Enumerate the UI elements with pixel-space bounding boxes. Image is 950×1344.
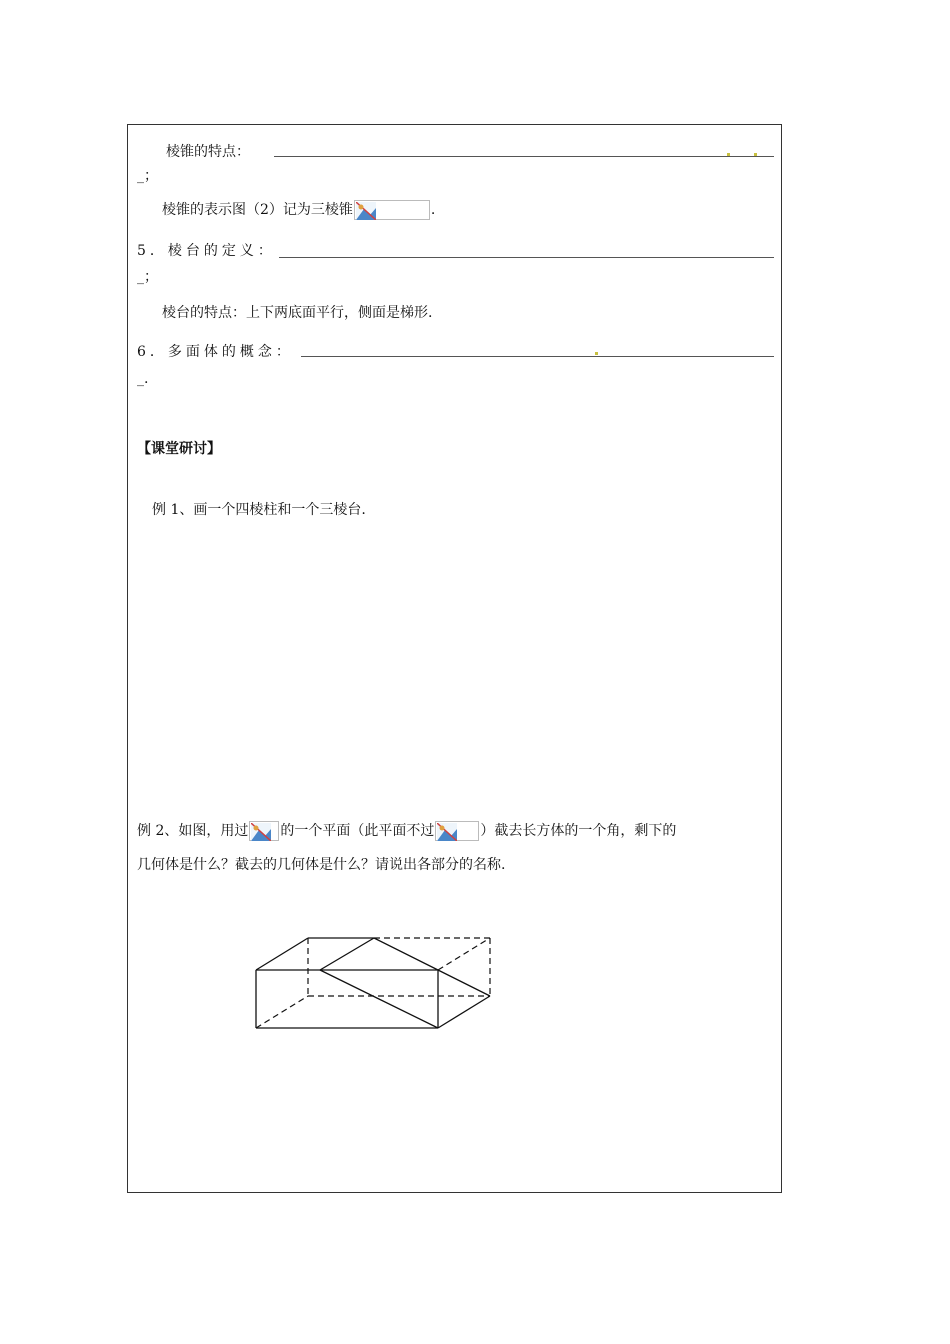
mark-dot	[727, 153, 730, 156]
mark-dot	[595, 352, 598, 355]
cut-line-top	[320, 938, 374, 970]
broken-image-icon	[435, 821, 479, 841]
mark-dot	[754, 153, 757, 156]
cut-line-bottom	[438, 996, 490, 1028]
frustum-definition-label: 5．棱台的定义：	[137, 243, 276, 259]
pyramid-features-end: _；	[137, 168, 158, 184]
frustum-definition-end: _；	[137, 269, 158, 285]
top-left-edge	[256, 938, 308, 970]
pyramid-representation	[162, 200, 435, 220]
cut-line-diagonal	[374, 938, 490, 996]
example-2-part-1: 例 2、如图，用过	[137, 823, 249, 839]
pyramid-repr-prefix: 棱锥的表示图（2）记为三棱锥	[162, 202, 353, 218]
polyhedron-concept-blank	[301, 356, 774, 357]
frustum-definition-blank	[279, 257, 774, 258]
example-2-part-3: ）截去长方体的一个角，剩下的	[480, 823, 677, 839]
pyramid-features-blank	[274, 156, 774, 157]
hidden-top-right-edge	[438, 938, 490, 970]
example-2-line-1	[137, 821, 676, 841]
cut-line-front	[320, 970, 438, 1028]
cuboid-figure	[240, 920, 510, 1040]
hidden-bottom-left-edge	[256, 996, 308, 1028]
frustum-features: 棱台的特点：上下两底面平行，侧面是梯形.	[162, 305, 433, 321]
broken-image-icon	[249, 821, 279, 841]
polyhedron-concept-end: _.	[137, 371, 149, 387]
polyhedron-concept-label: 6．多面体的概念：	[137, 344, 294, 360]
pyramid-repr-suffix: .	[430, 202, 436, 218]
example-1: 例 1、画一个四棱柱和一个三棱台.	[152, 502, 366, 518]
section-title: 【课堂研讨】	[137, 441, 221, 457]
example-2-line-2: 几何体是什么？截去的几何体是什么？请说出各部分的名称.	[137, 857, 506, 873]
pyramid-features-label: 棱锥的特点：	[166, 144, 250, 160]
example-2-part-2: 的一个平面（此平面不过	[280, 823, 435, 839]
broken-image-icon	[354, 200, 430, 220]
